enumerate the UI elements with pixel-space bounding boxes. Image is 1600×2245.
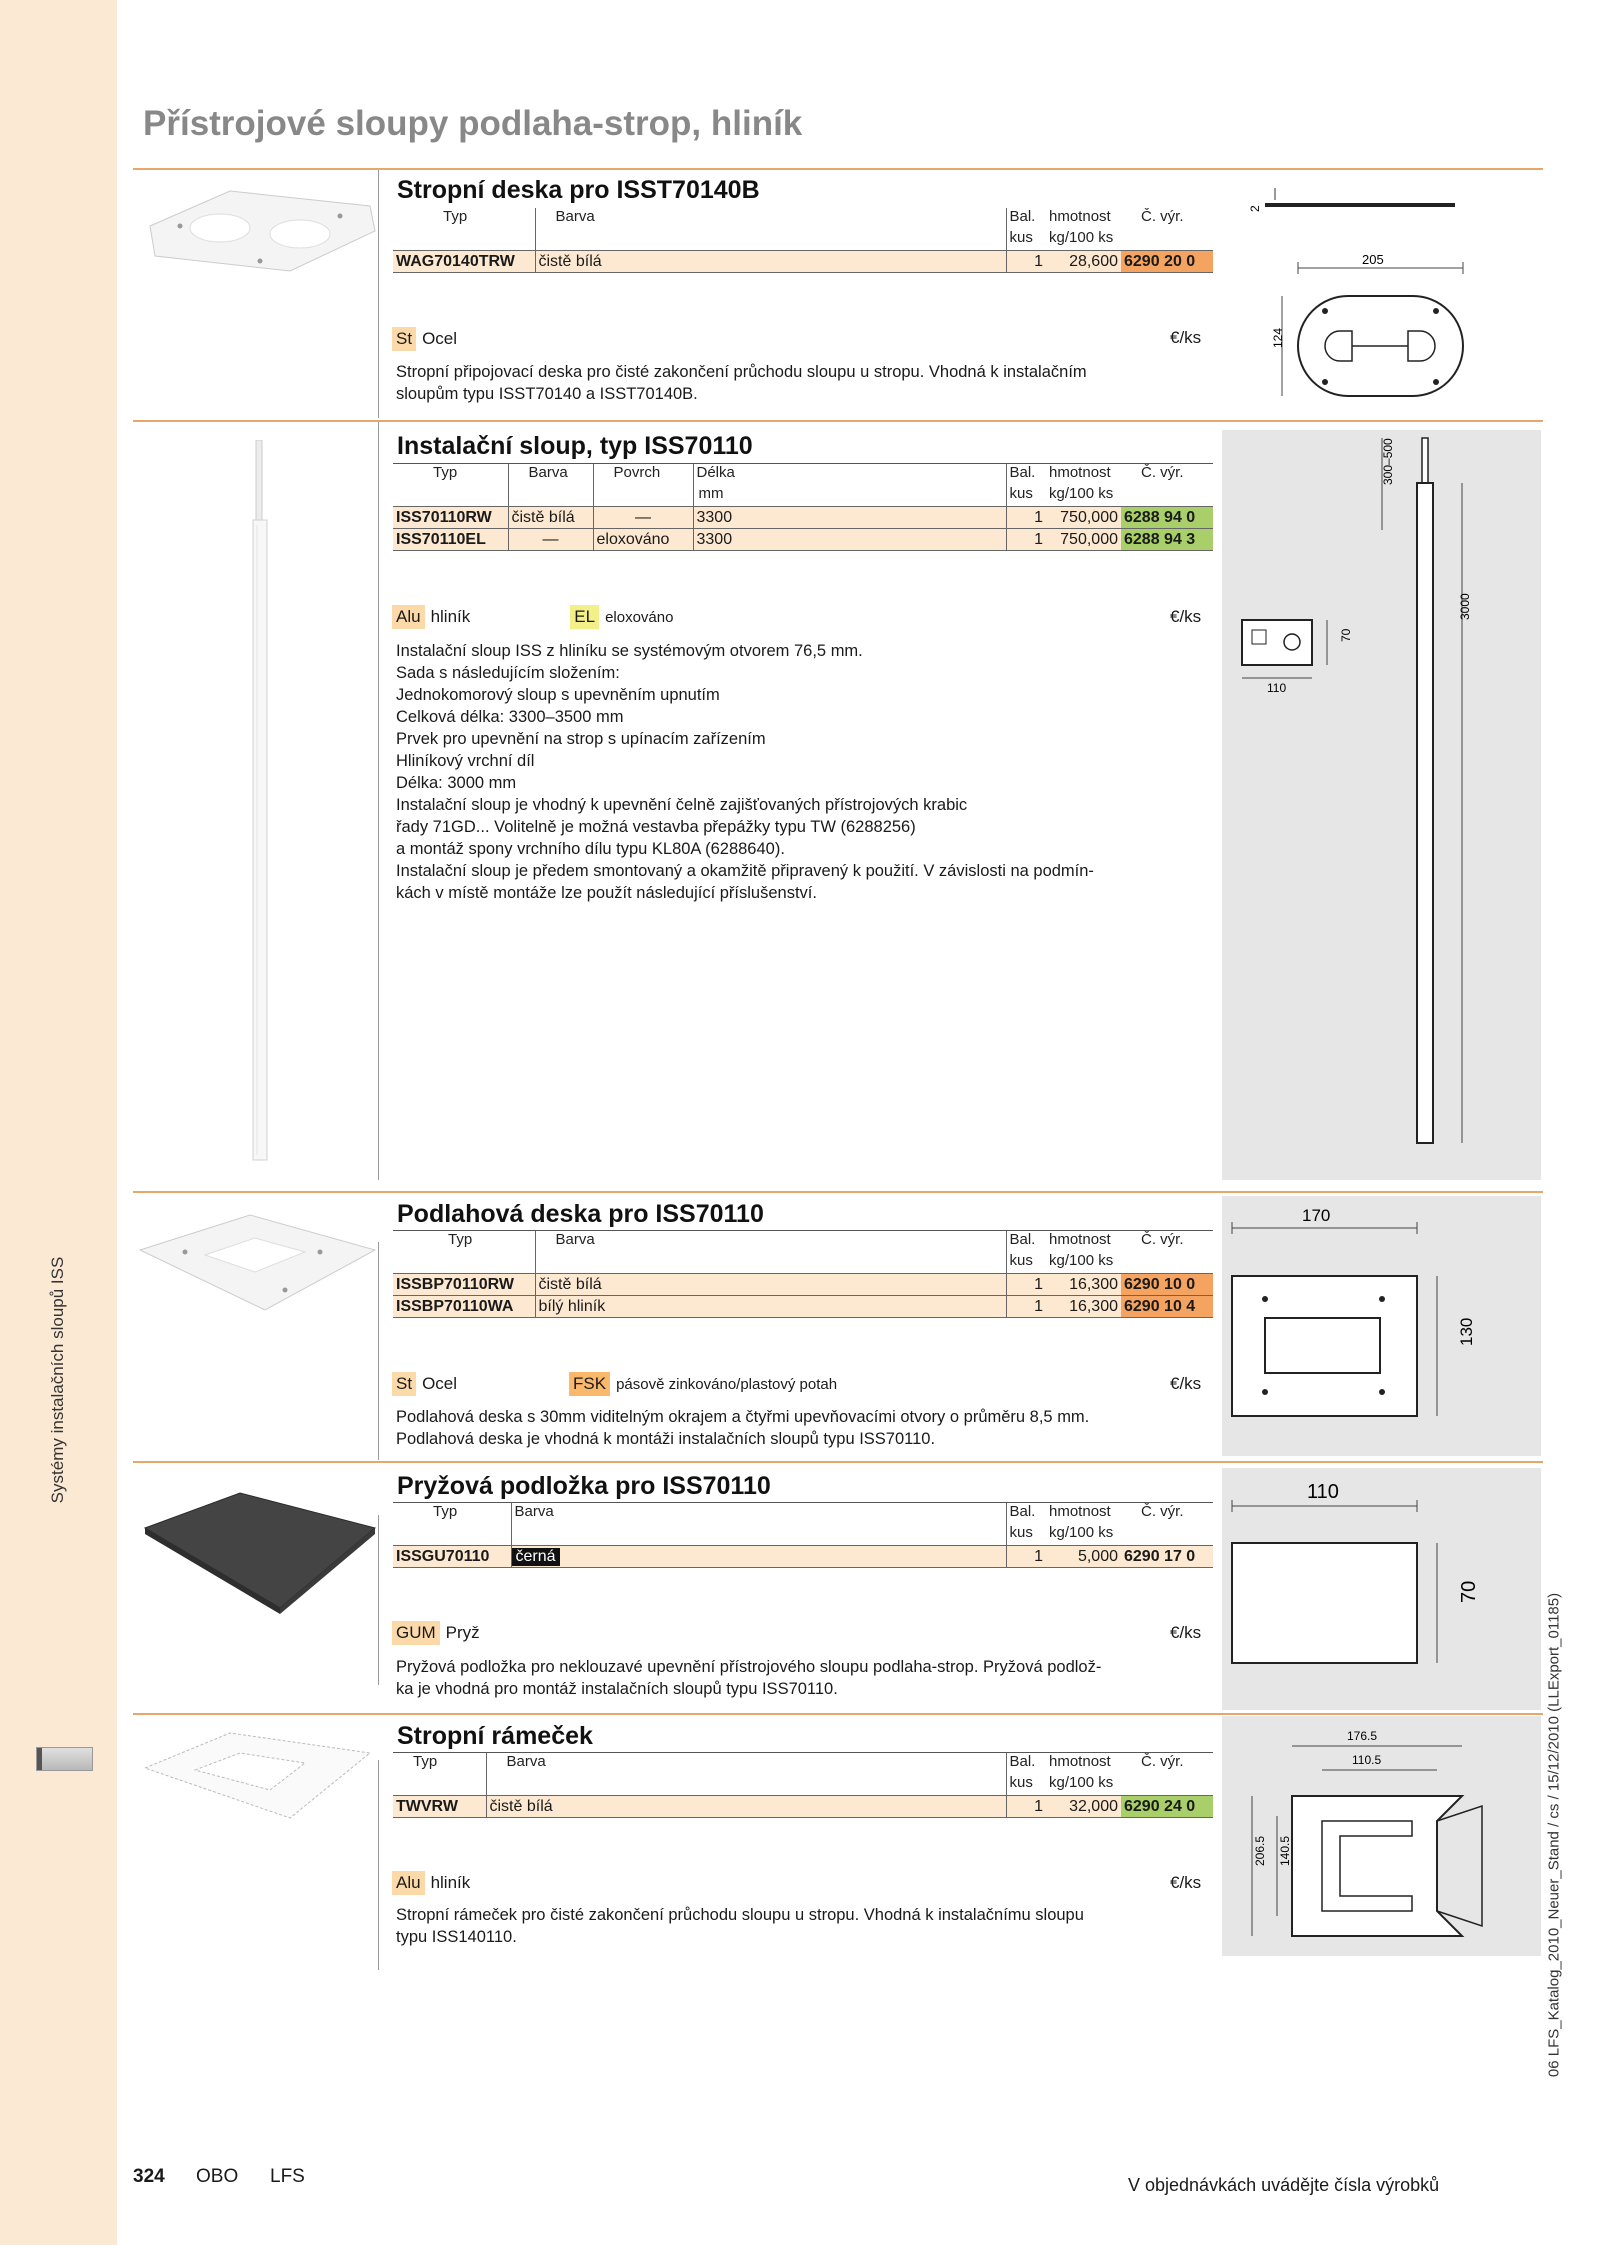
price-unit: €/ks <box>1170 607 1202 626</box>
vertical-rule <box>378 422 379 1180</box>
section-title-stropni-deska: Stropní deska pro ISST70140B <box>397 176 760 204</box>
svg-text:3000: 3000 <box>1458 593 1472 620</box>
vertical-rule <box>378 1760 379 1970</box>
side-label: Systémy instalačních sloupů ISS <box>48 1256 67 1504</box>
svg-text:110: 110 <box>1307 1481 1339 1503</box>
brand-label: OBO <box>196 2166 239 2187</box>
section-title-instalacni-sloup: Instalační sloup, typ ISS70110 <box>397 432 753 460</box>
section-title-podlahova-deska: Podlahová deska pro ISS70110 <box>397 1200 764 1228</box>
section-title-stropni-ramecek: Stropní rámeček <box>397 1722 593 1750</box>
product-table-s1: Typ Barva Bal. hmotnost Č. výr. kus kg/100 ks WAG70140TRW čistě bílá 1 28,600 6290 20 0 <box>393 208 1213 273</box>
material-legend: Alu hliník <box>392 1871 470 1895</box>
material-legend: Alu hliník EL eloxováno <box>392 605 673 629</box>
product-description: Stropní připojovací deska pro čisté zakončení průchodu sloupu u stropu. Vhodná k instalačním sloupům typu ISST70140 a ISST70140B. <box>396 363 1087 403</box>
page-title: Přístrojové sloupy podlaha-strop, hliník <box>143 104 803 143</box>
side-tab-marker[interactable] <box>36 1747 93 1771</box>
product-description: Instalační sloup ISS z hliníku se systémovým otvorem 76,5 mm. Sada s následujícím složením: Jednokomorový sloup s upevněním upnutím Celková délka: 3300–3500 mm Prvek pro upevnění na strop s upínacím zařízením Hliníkový vrchní díl Délka: 3000 mm Instalační sloup je vhodný k upevnění čelně zajišťovaných přístrojových krabic řady 71GD... Volitelně je možná vestavba přepážky typu TW (6288256) a montáž spony vrchního dílu typu KL80A (6288640). Instalační sloup je předem smontovaný a okamžitě připravený k použití. V závislosti na podmín- kách v místě montáže lze použít následující příslušenství. <box>396 642 1094 902</box>
line-label: LFS <box>270 2166 305 2187</box>
table-row[interactable]: ISS70110EL — eloxováno 3300 1 750,000 6288 94 3 <box>393 529 1213 551</box>
export-meta: 06 LFS_Katalog_2010_Neuer_Stand / cs / 15/12/2010 (LLExport_01185) <box>1545 1592 1563 2078</box>
section-separator <box>133 168 1543 170</box>
table-row[interactable]: WAG70140TRW čistě bílá 1 28,600 6290 20 0 <box>393 251 1213 273</box>
footer-note: V objednávkách uvádějte čísla výrobků <box>1128 2175 1440 2195</box>
price-unit: €/ks <box>1170 1374 1202 1393</box>
product-description: Stropní rámeček pro čisté zakončení průchodu sloupu u stropu. Vhodná k instalačnímu sloupu typu ISS140110. <box>396 1906 1084 1946</box>
material-legend: St Ocel FSK pásově zinkováno/plastový potah <box>392 1372 837 1396</box>
product-description: Pryžová podložka pro neklouzavé upevnění přístrojového sloupu podlaha-strop. Pryžová podlož- ka je vhodná pro montáž instalačních sloupů typu ISS70110. <box>396 1658 1102 1698</box>
svg-text:206.5: 206.5 <box>1253 1835 1267 1866</box>
product-table-s5: Typ Barva Bal. hmotnost Č. výr. kus kg/100 ks TWVRW čistě bílá 1 32,000 6290 24 0 <box>393 1752 1213 1818</box>
table-row[interactable]: ISSGU70110 černá 1 5,000 6290 17 0 <box>393 1546 1213 1568</box>
table-row[interactable]: TWVRW čistě bílá 1 32,000 6290 24 0 <box>393 1796 1213 1818</box>
product-table-s3: Typ Barva Bal. hmotnost Č. výr. kus kg/100 ks ISSBP70110RW čistě bílá 1 16,300 6290 10 0 ISSBP70110WA bílý hliník 1 16,300 6290 10 4 <box>393 1230 1213 1318</box>
section-separator <box>133 1461 1543 1463</box>
rubber-pad-image <box>140 1488 380 1618</box>
dimension-drawing-s3 <box>1222 1196 1541 1456</box>
section-separator <box>133 1713 1543 1715</box>
table-row[interactable]: ISSBP70110RW čistě bílá 1 16,300 6290 10 0 <box>393 1274 1213 1296</box>
svg-text:170: 170 <box>1302 1206 1331 1225</box>
svg-text:70: 70 <box>1339 628 1353 642</box>
product-table-s2: Typ Barva Povrch Délka Bal. hmotnost Č. výr. mm kus kg/100 ks ISS70110RW čistě bílá — 3300 1 750,000 6288 94 0 ISS70110EL — eloxováno 3300 1 750,000 6288 94 3 <box>393 463 1213 551</box>
ceiling-frame-image <box>140 1728 375 1828</box>
section-title-pryzova-podlozka: Pryžová podložka pro ISS70110 <box>397 1472 771 1500</box>
svg-text:70: 70 <box>1458 1580 1480 1603</box>
dimension-drawing-s2 <box>1222 430 1541 1180</box>
column-image <box>243 440 283 1170</box>
dimension-drawing-s4 <box>1222 1468 1541 1710</box>
svg-text:124: 124 <box>1271 327 1285 348</box>
price-unit: €/ks <box>1170 328 1202 347</box>
ceiling-plate-image <box>140 186 380 276</box>
material-legend: St Ocel <box>392 327 457 351</box>
svg-text:205: 205 <box>1362 252 1384 267</box>
section-separator <box>133 1191 1543 1193</box>
material-legend: GUM Pryž <box>392 1621 480 1645</box>
price-unit: €/ks <box>1170 1623 1202 1642</box>
dimension-drawing-s5 <box>1222 1716 1541 1956</box>
product-table-s4: Typ Barva Bal. hmotnost Č. výr. kus kg/100 ks ISSGU70110 černá 1 5,000 6290 17 0 <box>393 1502 1213 1568</box>
svg-text:110: 110 <box>1267 681 1287 695</box>
page-number: 324 <box>133 2166 165 2187</box>
svg-text:300–500: 300–500 <box>1381 438 1395 485</box>
svg-text:140.5: 140.5 <box>1278 1835 1292 1866</box>
table-row[interactable]: ISSBP70110WA bílý hliník 1 16,300 6290 10 4 <box>393 1296 1213 1318</box>
svg-text:2: 2 <box>1248 205 1262 212</box>
sidebar <box>0 0 117 2245</box>
price-unit: €/ks <box>1170 1873 1202 1892</box>
svg-text:176.5: 176.5 <box>1347 1729 1378 1743</box>
svg-text:110.5: 110.5 <box>1352 1753 1382 1767</box>
product-description: Podlahová deska s 30mm viditelným okrajem a čtyřmi upevňovacími otvory o průměru 8,5 mm. Podlahová deska je vhodná k montáži instalačních sloupů typu ISS70110. <box>396 1408 1090 1448</box>
svg-text:130: 130 <box>1457 1317 1476 1346</box>
dimension-drawing-s1 <box>1220 176 1550 426</box>
table-row[interactable]: ISS70110RW čistě bílá — 3300 1 750,000 6288 94 0 <box>393 507 1213 529</box>
section-separator <box>133 420 1543 422</box>
floor-plate-image <box>135 1210 380 1325</box>
